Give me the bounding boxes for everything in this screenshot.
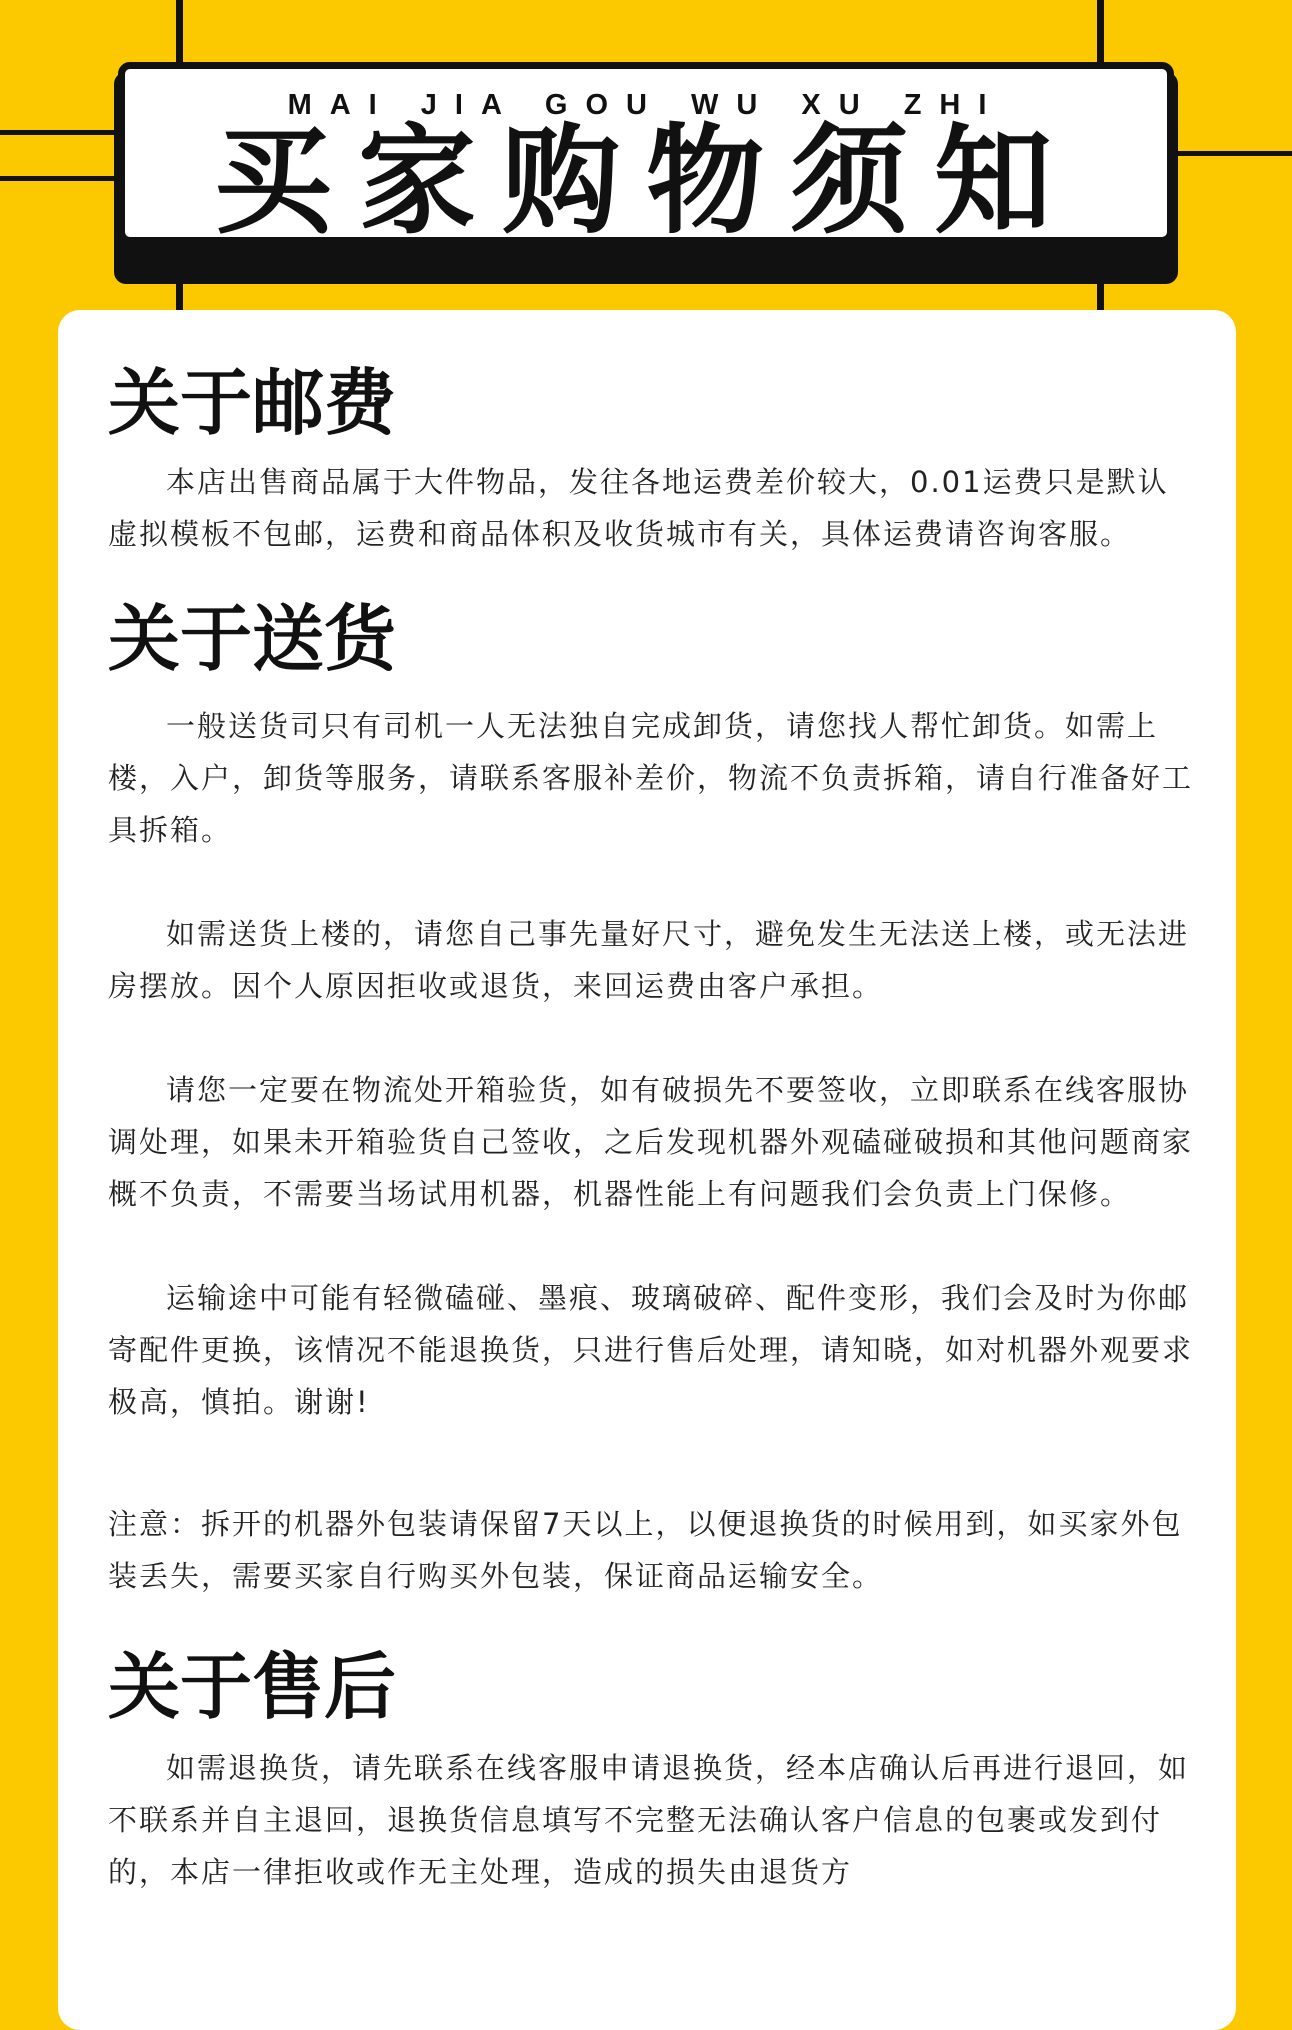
decor-line-horizontal-left-1 — [0, 130, 118, 135]
delivery-paragraph-4: 运输途中可能有轻微磕碰、墨痕、玻璃破碎、配件变形，我们会及时为你邮寄配件更换，该情况不能退换货，只进行售后处理，请知晓，如对机器外观要求极高，慎拍。谢谢! — [108, 1281, 1194, 1419]
delivery-paragraph-3: 请您一定要在物流处开箱验货，如有破损先不要签收，立即联系在线客服协调处理，如果未开箱验货自己签收，之后发现机器外观磕碰破损和其他问题商家概不负责，不需要当场试用机器，机器性能上有问题我们会负责上门保修。 — [108, 1073, 1194, 1211]
content-card — [58, 310, 1236, 2030]
notice-paragraph: 注意：拆开的机器外包装请保留7天以上，以便退换货的时候用到，如买家外包装丢失，需要买家自行购买外包装，保证商品运输安全。 — [108, 1507, 1183, 1593]
content-body — [108, 358, 1198, 1898]
section-title-postage: 关于邮费 — [108, 361, 397, 445]
postage-paragraph: 本店出售商品属于大件物品，发往各地运费差价较大，0.01运费只是默认虚拟模板不包邮，运费和商品体积及收货城市有关，具体运费请咨询客服。 — [108, 465, 1169, 551]
page-title: 买家购物须知 — [213, 112, 1078, 250]
banner-pinyin: MAI JIA GOU WU XU ZHI — [287, 89, 1005, 121]
section-title-after-sales: 关于售后 — [108, 1645, 397, 1729]
decor-line-horizontal-left-2 — [0, 176, 118, 181]
delivery-paragraph-1: 一般送货司只有司机一人无法独自完成卸货，请您找人帮忙卸货。如需上楼，入户，卸货等服务，请联系客服补差价，物流不负责拆箱，请自行准备好工具拆箱。 — [108, 709, 1194, 847]
section-title-delivery: 关于送货 — [108, 597, 397, 681]
title-banner — [118, 62, 1174, 250]
after-sales-paragraph: 如需退换货，请先联系在线客服申请退换货，经本店确认后再进行退回，如不联系并自主退回，退换货信息填写不完整无法确认客户信息的包裹或发到付的，本店一律拒收或作无主处理，造成的损失由退货方 — [108, 1751, 1190, 1889]
decor-line-horizontal-right — [1172, 151, 1292, 156]
delivery-paragraph-2: 如需送货上楼的，请您自己事先量好尺寸，避免发生无法送上楼，或无法进房摆放。因个人原因拒收或退货，来回运费由客户承担。 — [108, 917, 1190, 1003]
